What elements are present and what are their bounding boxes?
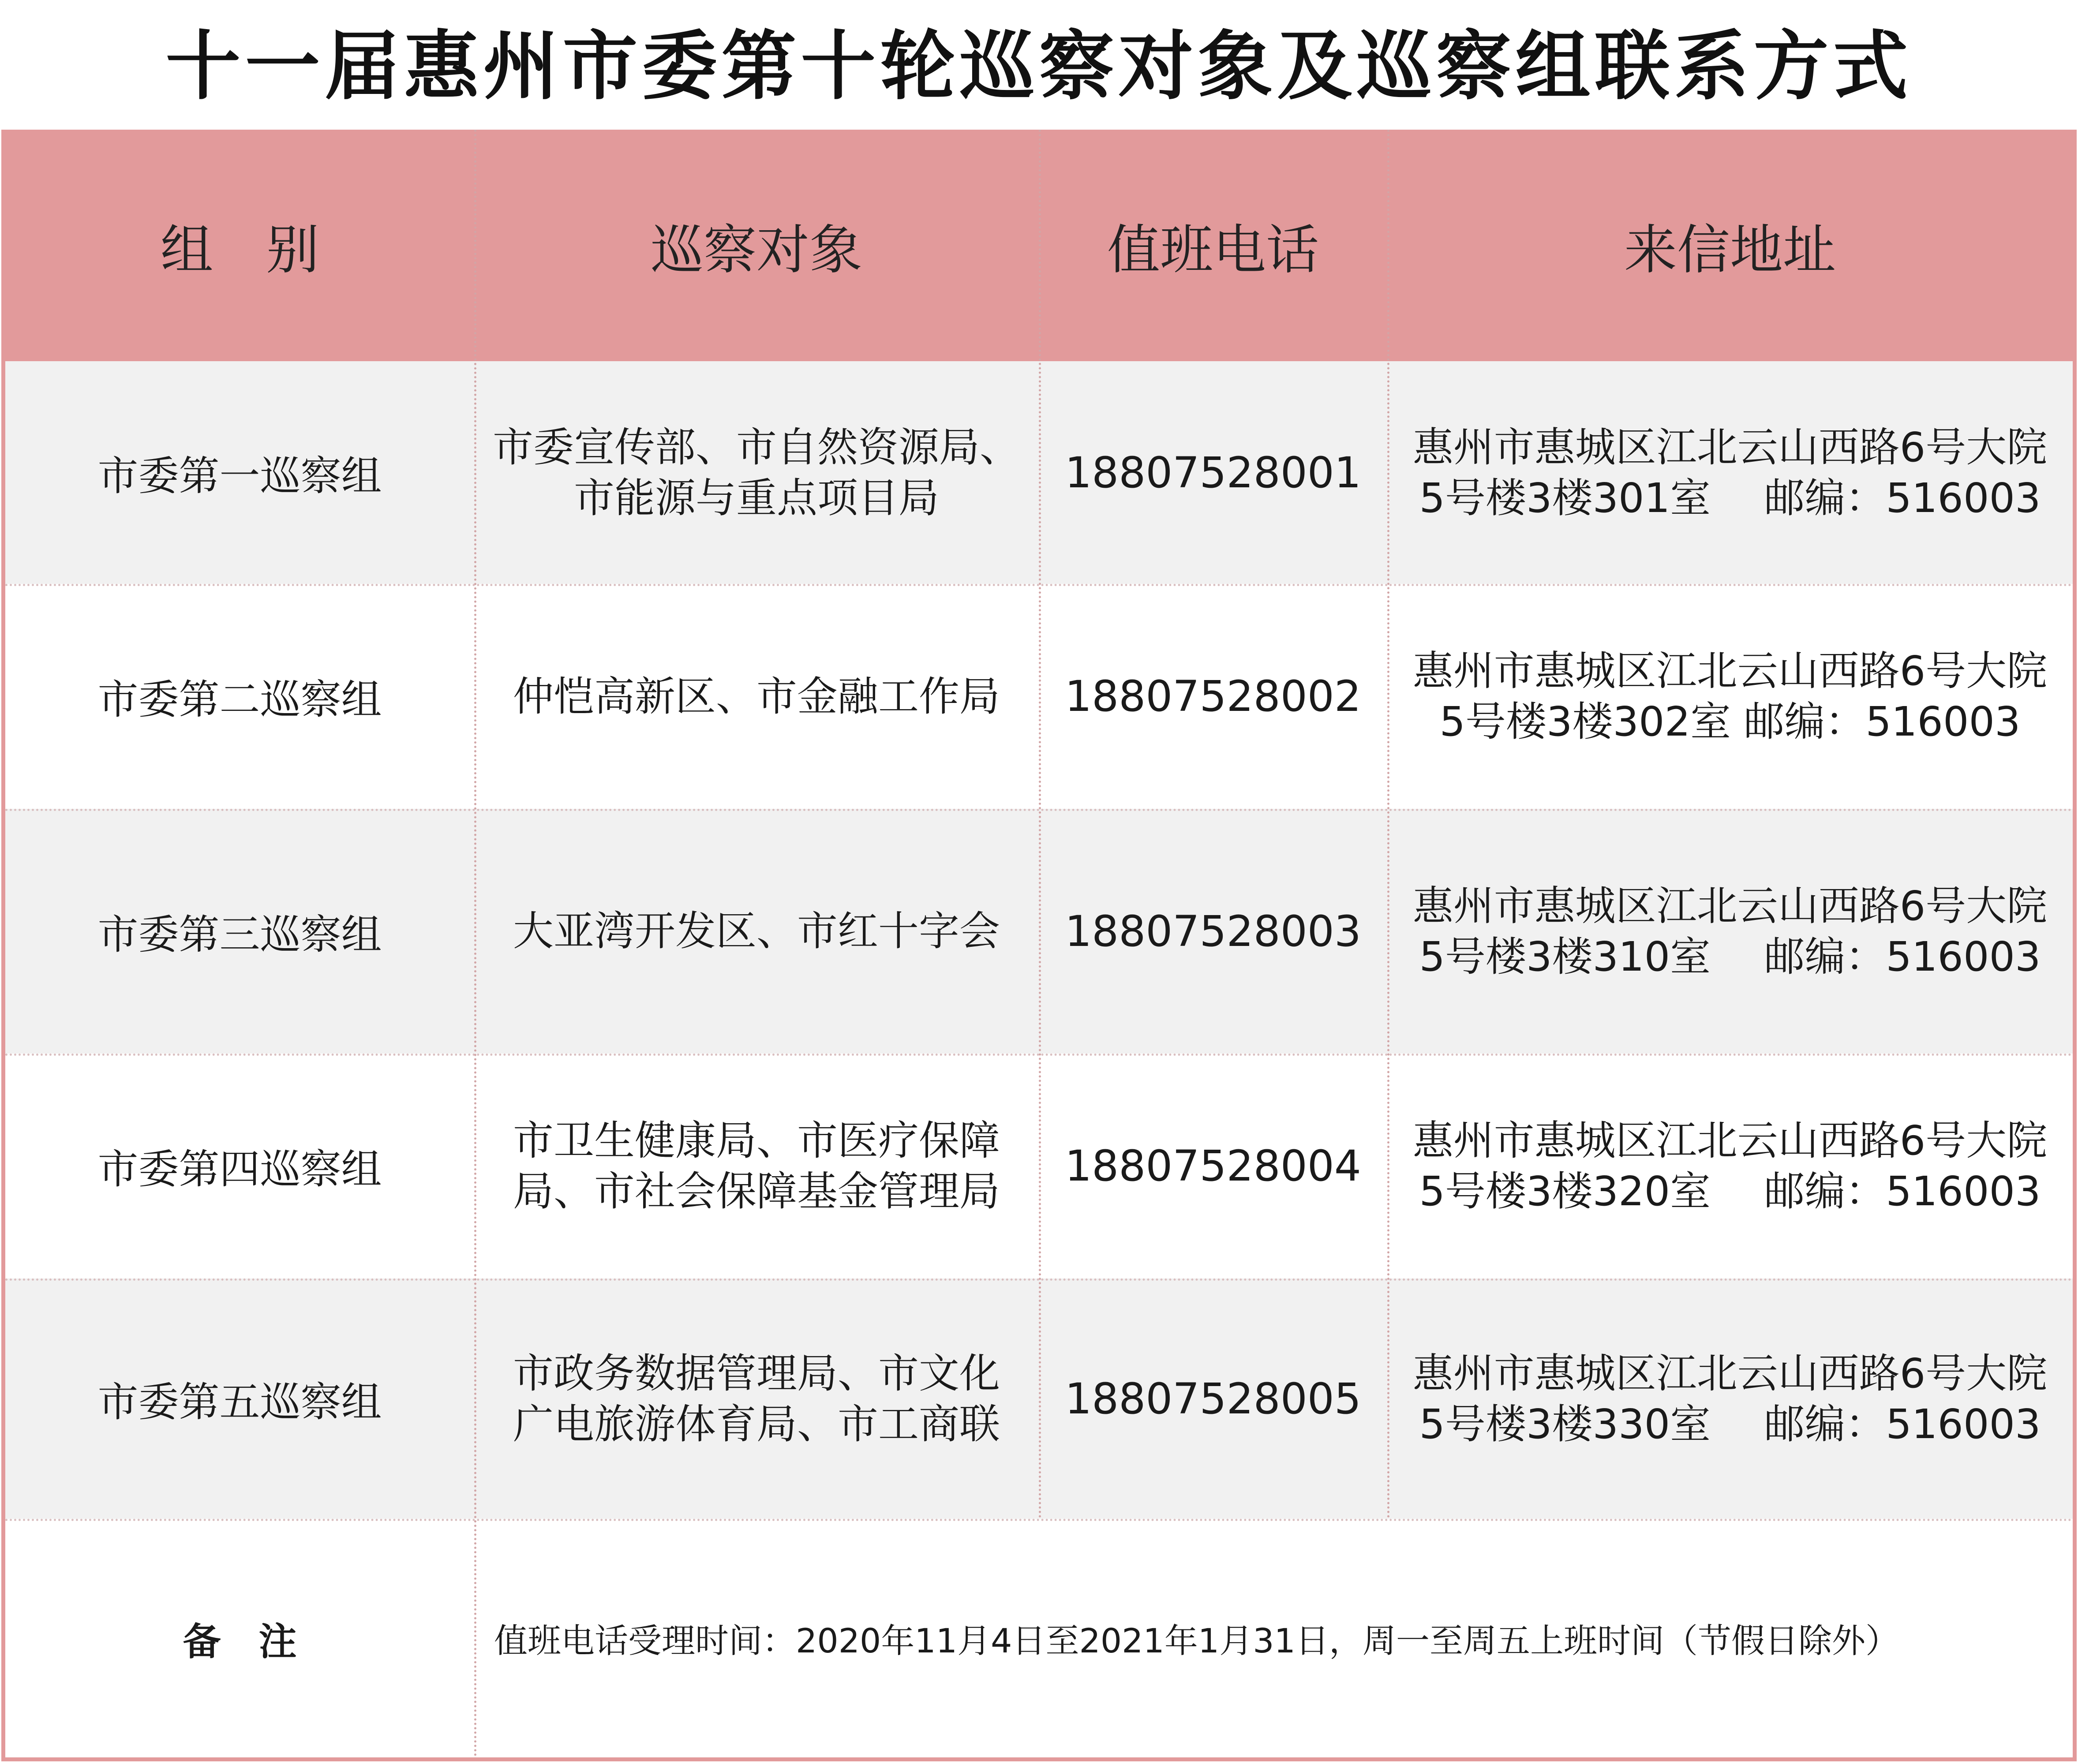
group-name: 市委第四巡察组: [97, 1146, 382, 1193]
contact-table: [1, 130, 2077, 1761]
header-phone: 值班电话: [1107, 219, 1319, 281]
header-target: 巡察对象: [651, 219, 862, 281]
mail-address: 惠州市惠城区江北云山西路6号大院 5号楼3楼302室 邮编：516003: [1412, 647, 2048, 745]
inspection-target: 仲恺高新区、市金融工作局: [513, 673, 1000, 720]
note-row: [5, 1519, 2073, 1757]
inspection-target: 市政务数据管理局、市文化 广电旅游体育局、市工商联: [513, 1349, 1000, 1448]
header-address: 来信地址: [1624, 219, 1836, 281]
group-name: 市委第五巡察组: [97, 1378, 382, 1426]
mail-address: 惠州市惠城区江北云山西路6号大院 5号楼3楼301室 邮编：516003: [1412, 423, 2048, 522]
duty-phone: 18807528003: [1065, 906, 1361, 956]
inspection-target: 大亚湾开发区、市红十字会: [513, 908, 1000, 955]
page-title: 十一届惠州市委第十轮巡察对象及巡察组联系方式: [165, 22, 1913, 110]
mail-address: 惠州市惠城区江北云山西路6号大院 5号楼3楼320室 邮编：516003: [1412, 1117, 2048, 1215]
column-divider: [1039, 130, 1041, 1519]
duty-phone: 18807528005: [1065, 1374, 1361, 1424]
inspection-target: 市卫生健康局、市医疗保障 局、市社会保障基金管理局: [513, 1117, 1000, 1215]
mail-address: 惠州市惠城区江北云山西路6号大院 5号楼3楼330室 邮编：516003: [1412, 1349, 2048, 1448]
row-divider: [5, 1519, 2073, 1521]
duty-phone: 18807528001: [1065, 448, 1361, 497]
duty-phone: 18807528002: [1065, 672, 1361, 721]
column-divider: [1387, 130, 1389, 1519]
note-text: 值班电话受理时间：2020年11月4日至2021年1月31日，周一至周五上班时间（节假日除外）: [494, 1621, 1899, 1660]
header-group: 组 别: [160, 219, 319, 281]
duty-phone: 18807528004: [1065, 1141, 1361, 1191]
note-label: 备 注: [183, 1619, 297, 1664]
group-name: 市委第三巡察组: [97, 911, 382, 958]
group-name: 市委第一巡察组: [97, 452, 382, 500]
group-name: 市委第二巡察组: [97, 676, 382, 723]
inspection-target: 市委宣传部、市自然资源局、 市能源与重点项目局: [492, 423, 1020, 522]
mail-address: 惠州市惠城区江北云山西路6号大院 5号楼3楼310室 邮编：516003: [1412, 882, 2048, 980]
column-divider: [474, 130, 476, 1757]
